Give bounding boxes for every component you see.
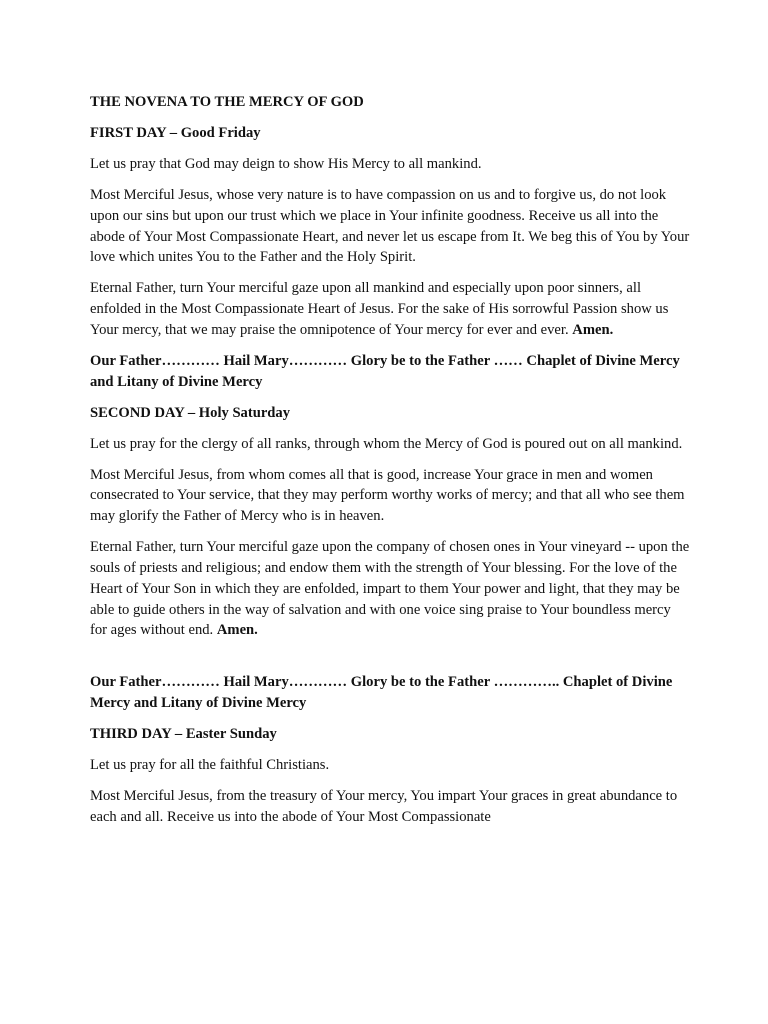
day2-amen: Amen. <box>216 622 258 639</box>
day2-heading: SECOND DAY – Holy Saturday <box>90 404 291 421</box>
document-title: THE NOVENA TO THE MERCY OF GOD <box>90 94 364 110</box>
day2-intention: Let us pray for the clergy of all ranks, through whom the Mercy of God is poured out on all mankind. <box>90 435 683 452</box>
day1-prayer-father <box>90 278 690 340</box>
day2-prayer-jesus: Most Merciful Jesus, from whom comes all that is good, increase Your grace in men and women consecrated to Your service, that they may perform worthy works of mercy; and that all who see them may glorify the Father of Mercy who is in heaven. <box>90 466 685 525</box>
day2-closing-prayers: Our Father………… Hail Mary………… Glory be to the Father ………….. Chaplet of Divine Mercy and Litany of Divine Mercy <box>90 674 673 712</box>
day3-prayer-jesus: Most Merciful Jesus, from the treasury of Your mercy, You impart Your graces in great abundance to each and all. Receive us into the abode of Your Most Compassionate <box>90 788 678 825</box>
document-page <box>90 92 690 838</box>
paragraph-spacer <box>90 651 690 672</box>
day1-closing-prayers: Our Father………… Hail Mary………… Glory be to the Father …… Chaplet of Divine Mercy and Litany of Divine Mercy <box>90 352 680 390</box>
day3-intention: Let us pray for all the faithful Christians. <box>90 757 330 774</box>
day1-heading: FIRST DAY – Good Friday <box>90 124 261 141</box>
day1-intention: Let us pray that God may deign to show His Mercy to all mankind. <box>90 155 482 172</box>
day3-heading: THIRD DAY – Easter Sunday <box>90 726 277 743</box>
day2-prayer-father <box>90 537 690 641</box>
day1-amen: Amen. <box>572 321 614 338</box>
day2-prayer-father-text: Eternal Father, turn Your merciful gaze upon the company of chosen ones in Your vineyard -- upon the souls of priests and religious; and endow them with the strength of Your blessing. For the love of the Heart of Your Son in which they are enfolded, impart to them Your power and light, that they may be able to guide others in the way of salvation and with one voice sing praise to Your boundless mercy for ages without end. <box>90 539 690 639</box>
day1-prayer-jesus: Most Merciful Jesus, whose very nature is to have compassion on us and to forgive us, do not look upon our sins but upon our trust which we place in Your infinite goodness. Receive us all into the abode of Your Most Compassionate Heart, and never let us escape from It. We beg this of You by Your love which unites You to the Father and the Holy Spirit. <box>90 186 690 266</box>
day1-prayer-father-text: Eternal Father, turn Your merciful gaze upon all mankind and especially upon poor sinners, all enfolded in the Most Compassionate Heart of Jesus. For the sake of His sorrowful Passion show us Your mercy, that we may praise the omnipotence of Your mercy for ever and ever. <box>90 280 669 338</box>
